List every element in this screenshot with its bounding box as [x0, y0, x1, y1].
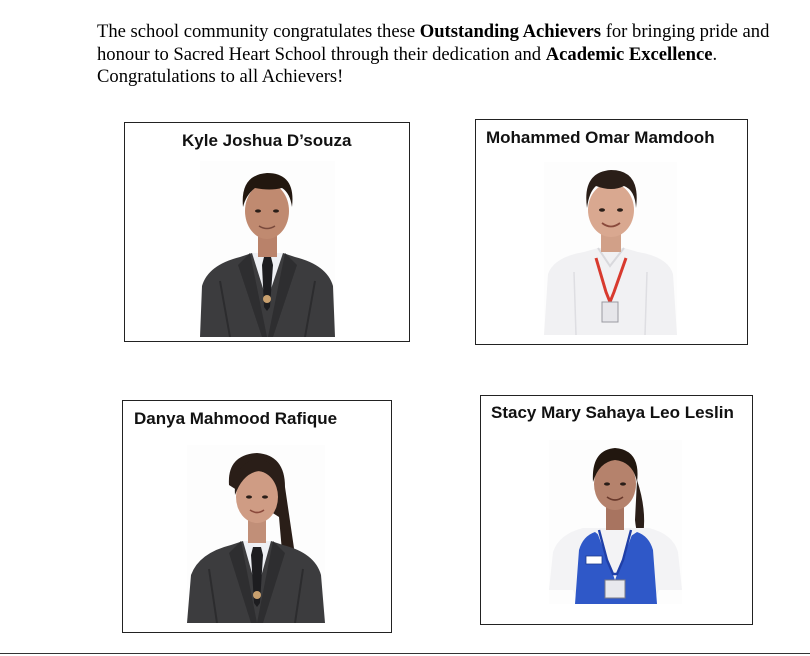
bottom-divider	[0, 653, 810, 654]
achiever-name: Stacy Mary Sahaya Leo Leslin	[491, 403, 734, 422]
achiever-photo	[200, 161, 335, 337]
intro-bold-academic-excellence: Academic Excellence	[545, 43, 713, 65]
intro-paragraph	[97, 21, 797, 89]
achiever-card-stacy	[480, 395, 753, 625]
achiever-photo	[187, 445, 325, 623]
intro-bold-outstanding-achievers: Outstanding Achievers	[419, 21, 602, 42]
achiever-card-danya	[122, 400, 392, 633]
achiever-name: Danya Mahmood Rafique	[134, 409, 338, 428]
intro-text-2: for bringing pride and honour to Sacred Heart School through their dedication and	[97, 21, 770, 65]
achiever-name: Mohammed Omar Mamdooh	[486, 128, 715, 147]
intro-text-3: . Congratulations to all Achievers!	[97, 43, 718, 87]
achiever-name: Kyle Joshua D’souza	[182, 131, 352, 150]
intro-text-1: The school community congratulates these	[97, 21, 420, 42]
achiever-card-omar	[475, 119, 748, 345]
achiever-photo	[549, 440, 682, 604]
achiever-photo	[544, 162, 677, 335]
achiever-card-kyle	[124, 122, 410, 342]
